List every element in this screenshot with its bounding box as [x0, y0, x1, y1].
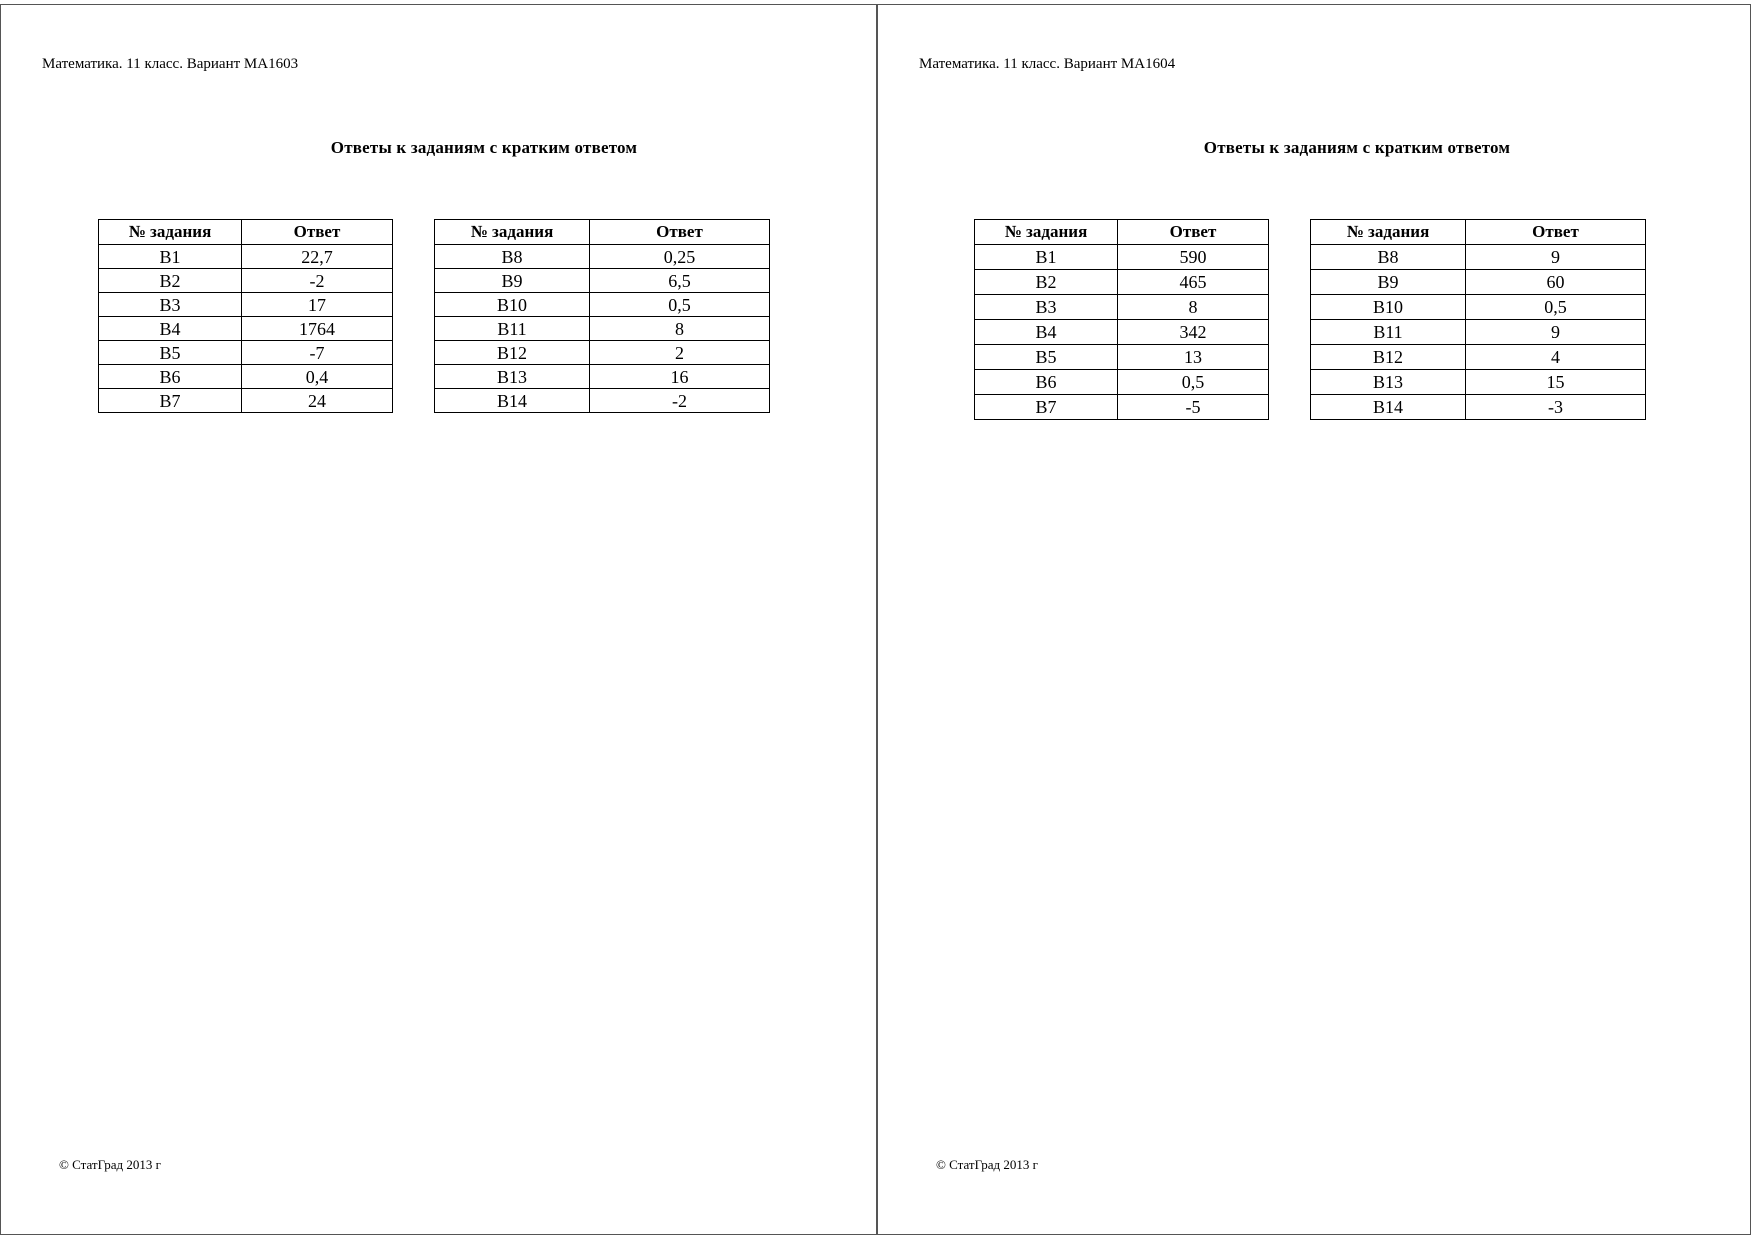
- answer-cell: 22,7: [242, 245, 393, 269]
- page-footer: © СтатГрад 2013 г: [59, 1157, 161, 1172]
- table-row: [1311, 395, 1646, 420]
- answers-table-b8-b14: [434, 219, 770, 413]
- table-header-row: [975, 220, 1269, 245]
- table-row: [99, 245, 393, 269]
- table-row: [99, 269, 393, 293]
- task-cell: B3: [975, 295, 1118, 320]
- answer-cell: -5: [1118, 395, 1269, 420]
- table-row: [975, 245, 1269, 270]
- task-cell: B9: [435, 269, 590, 293]
- task-cell: B10: [435, 293, 590, 317]
- answers-table-b8-b14: [1310, 219, 1646, 420]
- answer-cell: 590: [1118, 245, 1269, 270]
- table-header-row: [435, 220, 770, 245]
- table-header-row: [1311, 220, 1646, 245]
- table-row: [435, 293, 770, 317]
- task-cell: B7: [99, 389, 242, 413]
- answer-cell: 465: [1118, 270, 1269, 295]
- table-row: [975, 320, 1269, 345]
- table-row: [1311, 295, 1646, 320]
- task-cell: B10: [1311, 295, 1466, 320]
- answer-cell: 17: [242, 293, 393, 317]
- table-row: [99, 341, 393, 365]
- answers-table-b1-b7: [974, 219, 1269, 420]
- answer-cell: 9: [1466, 320, 1646, 345]
- answers-table-b1-b7: [98, 219, 393, 413]
- answer-cell: 0,5: [1118, 370, 1269, 395]
- col-answer-header: Ответ: [1118, 220, 1269, 245]
- table-row: [99, 389, 393, 413]
- task-cell: B2: [975, 270, 1118, 295]
- task-cell: B6: [975, 370, 1118, 395]
- table-row: [435, 365, 770, 389]
- table-row: [1311, 320, 1646, 345]
- answer-cell: 1764: [242, 317, 393, 341]
- col-task-header: № задания: [435, 220, 590, 245]
- page-header: Математика. 11 класс. Вариант МА1603: [42, 56, 299, 72]
- table-row: [435, 389, 770, 413]
- answer-cell: -7: [242, 341, 393, 365]
- page-title: Ответы к заданиям с кратким ответом: [1203, 138, 1511, 157]
- table-row: [975, 270, 1269, 295]
- table-row: [1311, 370, 1646, 395]
- table-row: [99, 365, 393, 389]
- answer-cell: 0,5: [1466, 295, 1646, 320]
- page-variant-ma1603: [0, 4, 876, 1235]
- task-cell: B8: [1311, 245, 1466, 270]
- answer-cell: -2: [242, 269, 393, 293]
- table-row: [1311, 345, 1646, 370]
- answer-cell: 15: [1466, 370, 1646, 395]
- task-cell: B7: [975, 395, 1118, 420]
- answer-cell: 0,5: [590, 293, 770, 317]
- task-cell: B12: [1311, 345, 1466, 370]
- table-row: [435, 269, 770, 293]
- task-cell: B4: [99, 317, 242, 341]
- task-cell: B14: [1311, 395, 1466, 420]
- table-row: [975, 370, 1269, 395]
- task-cell: B6: [99, 365, 242, 389]
- col-task-header: № задания: [1311, 220, 1466, 245]
- answer-cell: 8: [590, 317, 770, 341]
- table-row: [975, 345, 1269, 370]
- page-title: Ответы к заданиям с кратким ответом: [330, 138, 638, 157]
- answer-cell: -3: [1466, 395, 1646, 420]
- table-row: [435, 245, 770, 269]
- answer-cell: 0,25: [590, 245, 770, 269]
- table-row: [435, 341, 770, 365]
- col-answer-header: Ответ: [590, 220, 770, 245]
- col-task-header: № задания: [975, 220, 1118, 245]
- answer-cell: 16: [590, 365, 770, 389]
- task-cell: B11: [435, 317, 590, 341]
- table-row: [975, 395, 1269, 420]
- answer-cell: 24: [242, 389, 393, 413]
- task-cell: B8: [435, 245, 590, 269]
- task-cell: B2: [99, 269, 242, 293]
- page-footer: © СтатГрад 2013 г: [936, 1157, 1038, 1172]
- task-cell: B5: [99, 341, 242, 365]
- answer-cell: 13: [1118, 345, 1269, 370]
- answer-cell: 0,4: [242, 365, 393, 389]
- answer-cell: 9: [1466, 245, 1646, 270]
- table-row: [99, 317, 393, 341]
- task-cell: B13: [1311, 370, 1466, 395]
- task-cell: B3: [99, 293, 242, 317]
- task-cell: B11: [1311, 320, 1466, 345]
- task-cell: B14: [435, 389, 590, 413]
- answer-cell: 6,5: [590, 269, 770, 293]
- answer-cell: 2: [590, 341, 770, 365]
- task-cell: B13: [435, 365, 590, 389]
- task-cell: B5: [975, 345, 1118, 370]
- task-cell: B9: [1311, 270, 1466, 295]
- task-cell: B4: [975, 320, 1118, 345]
- answer-cell: 342: [1118, 320, 1269, 345]
- task-cell: B1: [99, 245, 242, 269]
- page-header: Математика. 11 класс. Вариант МА1604: [919, 56, 1176, 72]
- answer-cell: 60: [1466, 270, 1646, 295]
- task-cell: B1: [975, 245, 1118, 270]
- table-row: [1311, 245, 1646, 270]
- answer-cell: 4: [1466, 345, 1646, 370]
- answer-cell: 8: [1118, 295, 1269, 320]
- table-row: [975, 295, 1269, 320]
- page-variant-ma1604: [877, 4, 1753, 1235]
- task-cell: B12: [435, 341, 590, 365]
- table-row: [435, 317, 770, 341]
- col-task-header: № задания: [99, 220, 242, 245]
- answer-cell: -2: [590, 389, 770, 413]
- table-header-row: [99, 220, 393, 245]
- col-answer-header: Ответ: [242, 220, 393, 245]
- table-row: [1311, 270, 1646, 295]
- col-answer-header: Ответ: [1466, 220, 1646, 245]
- table-row: [99, 293, 393, 317]
